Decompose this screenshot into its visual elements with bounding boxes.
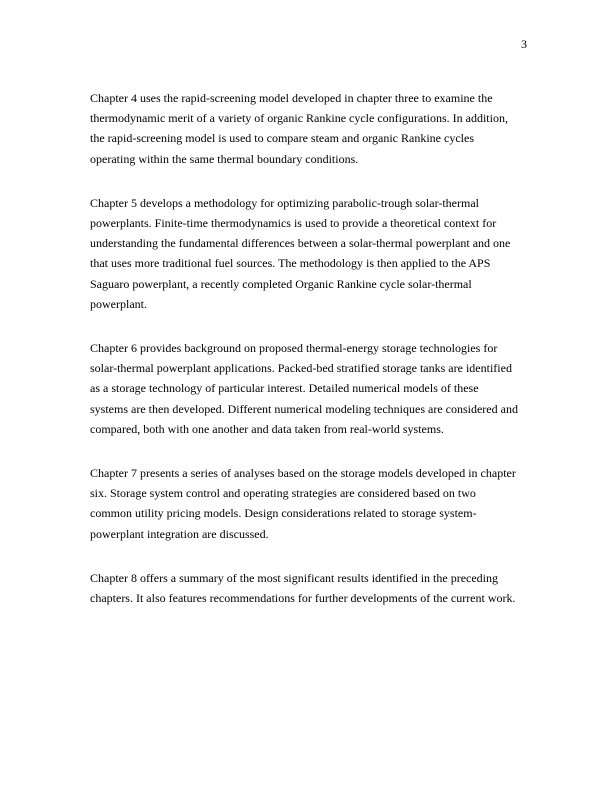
text-line: powerplant. xyxy=(90,296,147,311)
text-line: powerplant integration are discussed. xyxy=(90,526,269,541)
text-line: understanding the fundamental differences between a solar-thermal powerplant and one xyxy=(90,236,511,251)
text-line: Chapter 4 uses the rapid-screening model developed in chapter three to examine the xyxy=(90,91,493,105)
body-text xyxy=(90,88,530,632)
text-line: solar-thermal powerplant applications. Packed-bed stratified storage tanks are identified xyxy=(90,361,512,376)
text-line: compared, both with one another and data taken from real-world systems. xyxy=(90,421,444,436)
text-line: as a storage technology of particular interest. Detailed numerical models of these xyxy=(90,381,479,396)
text-line: that uses more traditional fuel sources. The methodology is then applied to the APS xyxy=(90,256,491,271)
text-line: powerplants. Finite-time thermodynamics is used to provide a theoretical context for xyxy=(90,216,497,231)
text-line: common utility pricing models. Design considerations related to storage system- xyxy=(90,506,477,521)
text-line: systems are then developed. Different numerical modeling techniques are considered and xyxy=(90,401,518,416)
paragraph-chapter-4 xyxy=(90,88,530,169)
text-line: chapters. It also features recommendations for further developments of the current work. xyxy=(90,591,516,606)
paragraph-chapter-5 xyxy=(90,193,530,314)
text-line: Saguaro powerplant, a recently completed Organic Rankine cycle solar-thermal xyxy=(90,276,472,291)
text-line: the rapid-screening model is used to compare steam and organic Rankine cycles xyxy=(90,131,474,146)
text-line: Chapter 5 develops a methodology for optimizing parabolic-trough solar-thermal xyxy=(90,195,479,210)
text-line: six. Storage system control and operating strategies are considered based on two xyxy=(90,486,476,501)
text-line: Chapter 7 presents a series of analyses based on the storage models developed in chapter xyxy=(90,466,516,481)
paragraph-chapter-7 xyxy=(90,463,530,544)
page-number: 3 xyxy=(521,37,527,51)
text-line: Chapter 6 provides background on proposed thermal-energy storage technologies for xyxy=(90,341,498,356)
paragraph-chapter-8 xyxy=(90,568,530,608)
paragraph-chapter-6 xyxy=(90,338,530,439)
text-line: thermodynamic merit of a variety of organic Rankine cycle configurations. In addition, xyxy=(90,111,508,126)
text-line: Chapter 8 offers a summary of the most significant results identified in the preceding xyxy=(90,570,499,585)
text-line: operating within the same thermal boundary conditions. xyxy=(90,151,359,166)
